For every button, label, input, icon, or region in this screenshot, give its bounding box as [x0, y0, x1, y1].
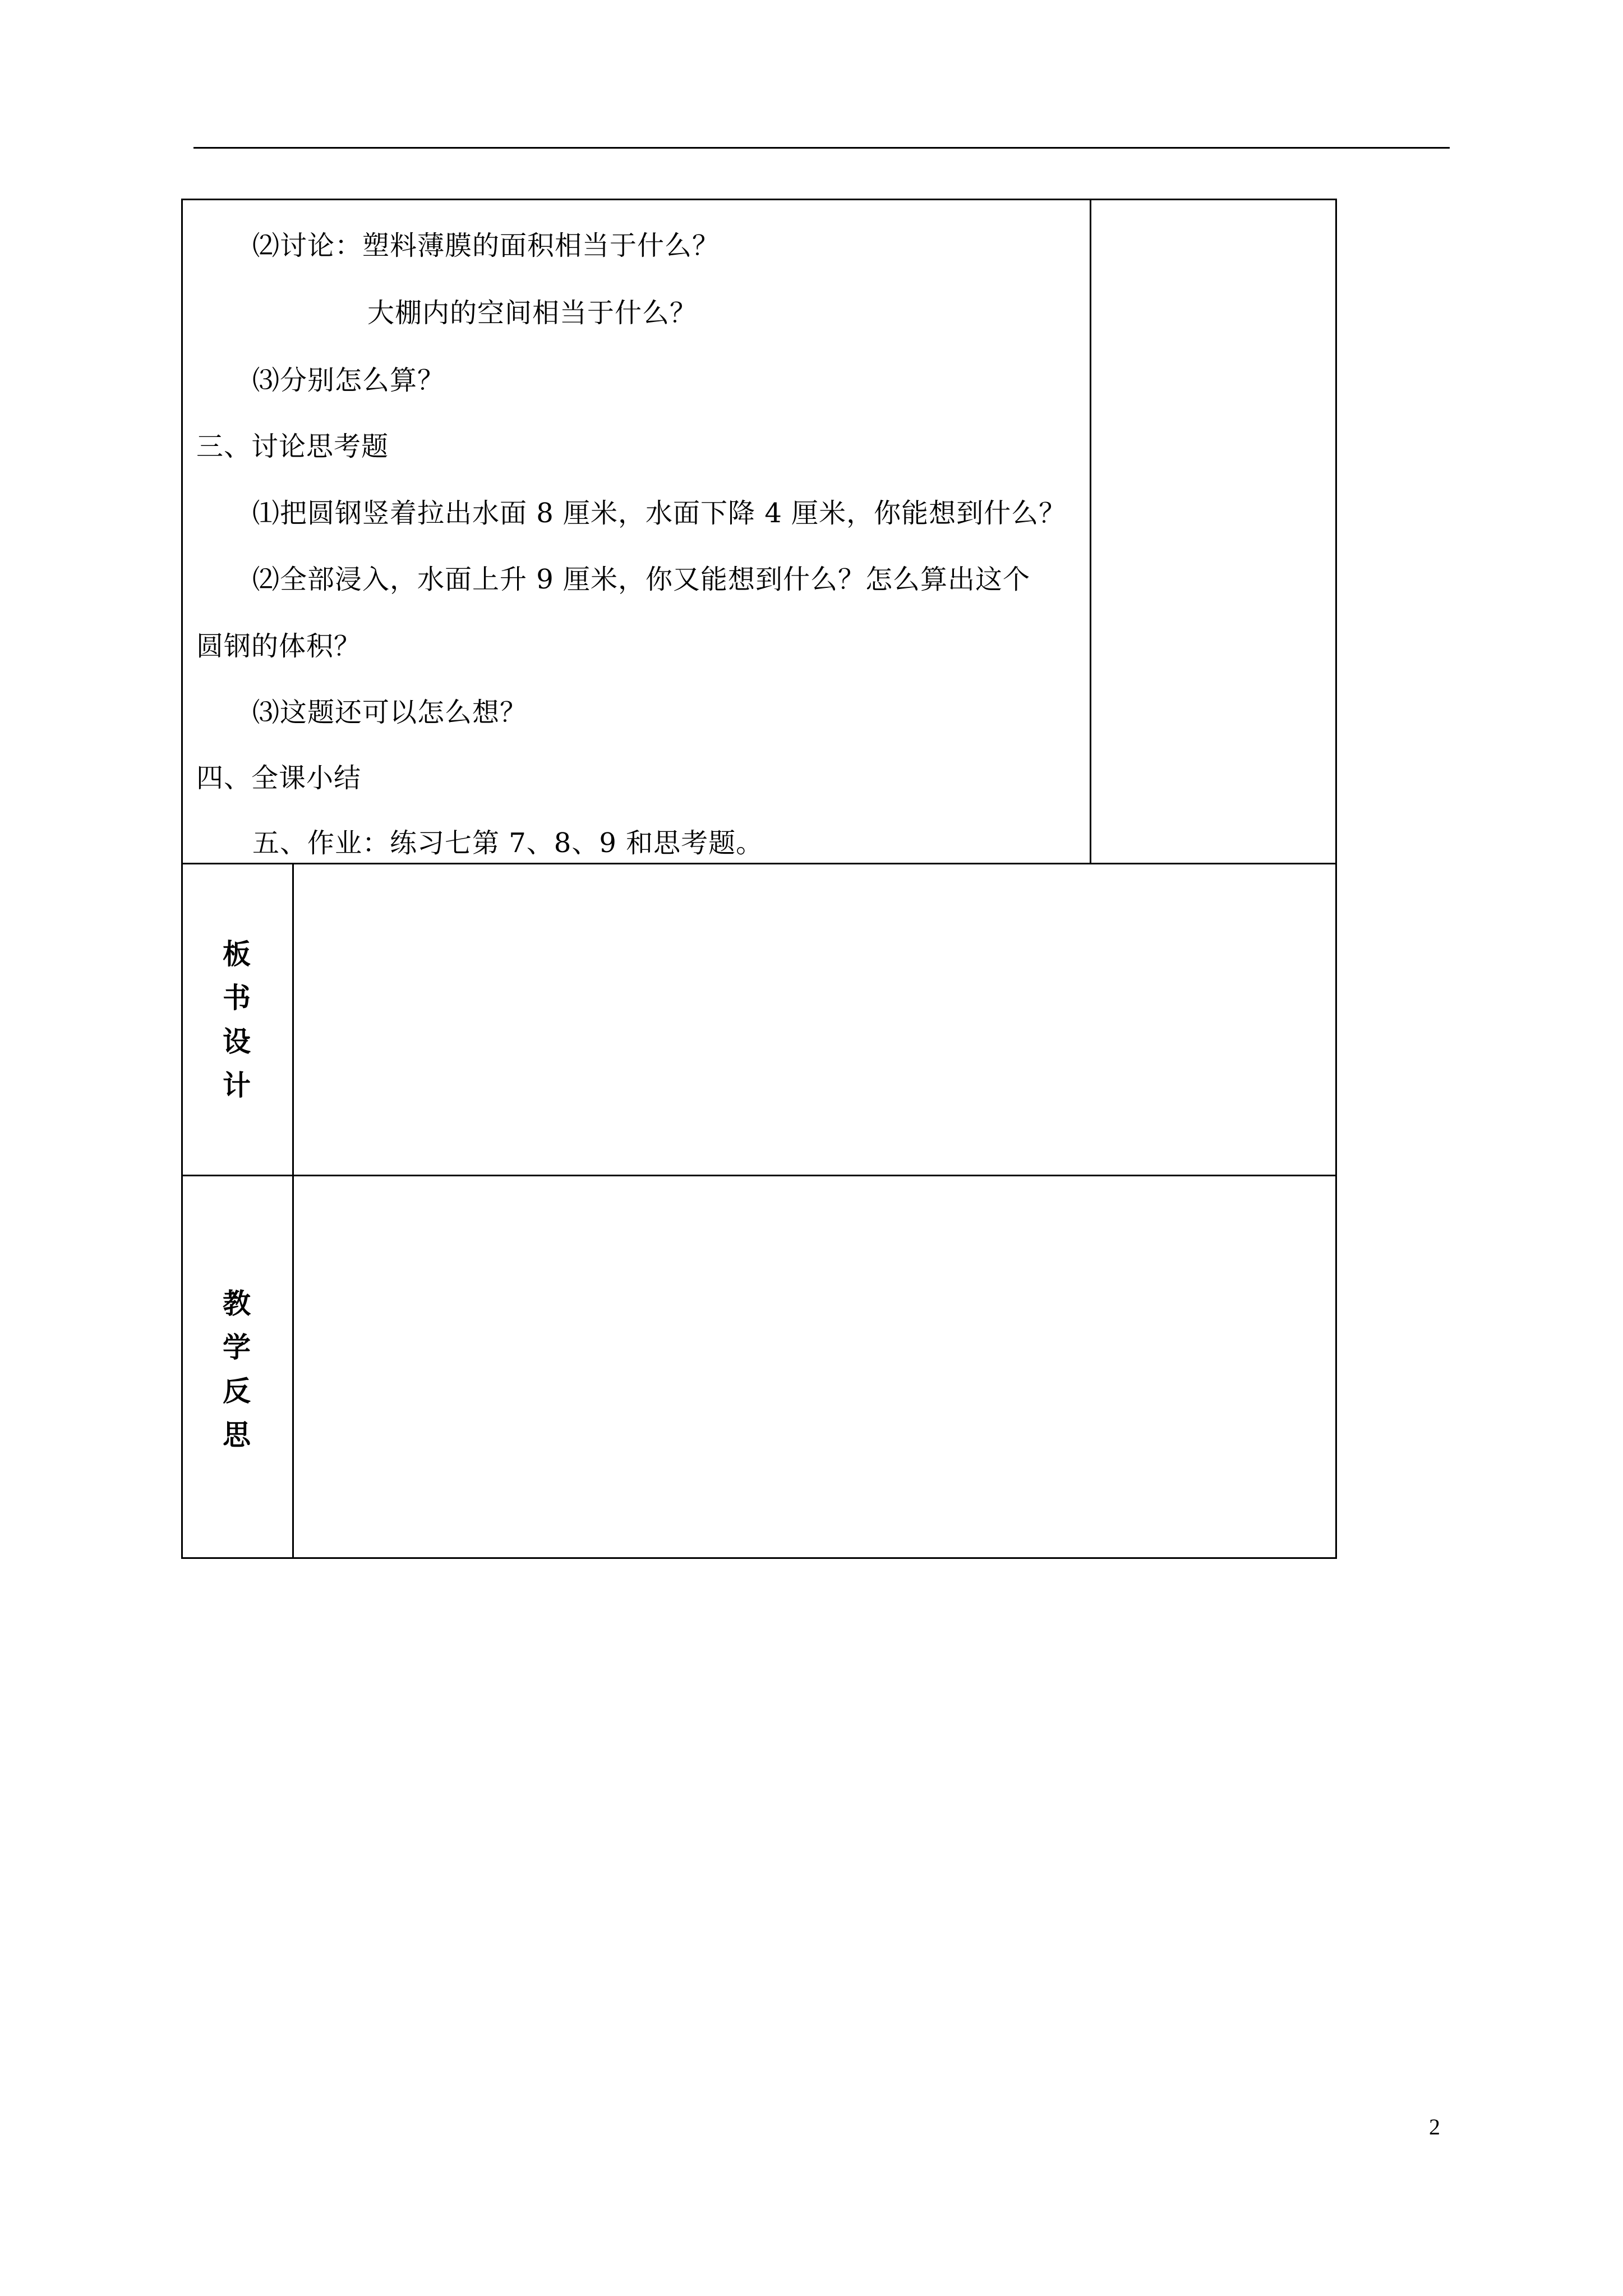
table-label-column-divider	[292, 863, 294, 1559]
process-heading: 四、全课小结	[196, 762, 362, 794]
process-line: 圆钢的体积？	[196, 631, 362, 662]
board-design-label	[220, 932, 253, 1107]
process-line: 五、作业：练习七第 7、8、9 和思考题。	[252, 827, 764, 859]
label-char: 反	[223, 1374, 251, 1407]
process-line: ⑶这题还可以怎么想？	[252, 697, 528, 728]
reflection-content	[300, 1184, 1326, 1548]
label-char: 书	[223, 981, 251, 1014]
process-line: ⑵全部浸入，水面上升 9 厘米，你又能想到什么？怎么算出这个	[252, 564, 1031, 595]
table-column-divider-notes	[1090, 199, 1091, 864]
process-line: ⑴把圆钢竖着拉出水面 8 厘米，水面下降 4 厘米，你能想到什么？	[252, 498, 1067, 529]
label-char: 思	[223, 1418, 251, 1451]
process-line: 大棚内的空间相当于什么？	[367, 297, 698, 329]
label-char: 板	[223, 937, 251, 970]
label-char: 计	[223, 1069, 251, 1102]
process-line: ⑶分别怎么算？	[252, 365, 445, 396]
process-line: ⑵讨论：塑料薄膜的面积相当于什么？	[252, 230, 720, 261]
header-rule	[193, 147, 1450, 149]
label-char: 学	[223, 1331, 251, 1364]
table-row-divider-1	[181, 863, 1337, 864]
board-design-content	[300, 872, 1326, 1164]
reflection-label	[220, 1282, 253, 1457]
label-char: 教	[223, 1287, 251, 1320]
process-heading: 三、讨论思考题	[196, 431, 389, 462]
page-number: 2	[1429, 2114, 1440, 2139]
label-char: 设	[223, 1025, 251, 1058]
table-row-divider-2	[181, 1175, 1337, 1176]
